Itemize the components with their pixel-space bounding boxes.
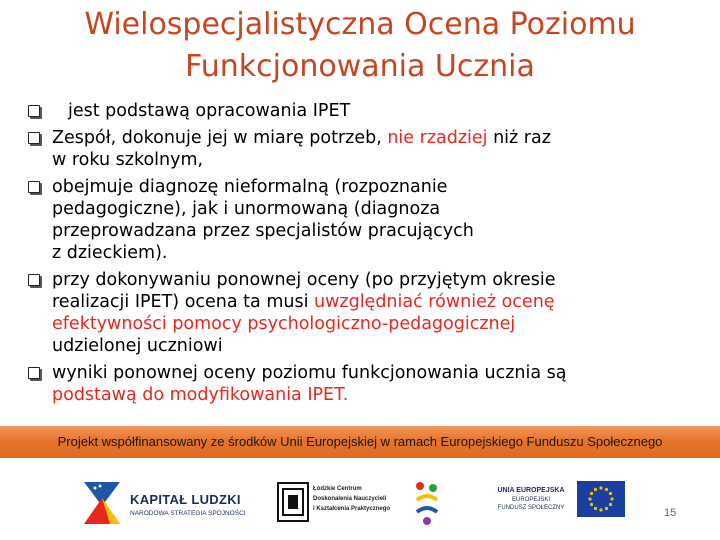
logo-bar — [0, 470, 720, 540]
list-item: Zespół, dokonuje jej w miarę potrzeb, nie rzadziej niż raz w roku szkolnym, — [28, 127, 688, 171]
highlight-text: podstawą do modyfikowania IPET. — [52, 385, 349, 405]
highlight-text: uwzględniać również ocenę — [314, 292, 555, 312]
regional-logo-icon — [413, 480, 441, 528]
checkbox-bullet-icon — [28, 367, 40, 379]
lcdnikp-logo-icon — [277, 482, 309, 522]
funding-banner-text: Projekt współfinansowany ze środków Unii Europejskiej w ramach Europejskiego Funduszu Społecznego — [57, 434, 663, 449]
kapital-ludzki-logo-icon — [80, 478, 124, 528]
slide-title-line-2: Funkcjonowania Ucznia — [185, 49, 535, 84]
list-item: obejmuje diagnozę nieformalną (rozpoznanie pedagogiczne), jak i unormowaną (diagnoza przeprowadzana przez specjalistów pracujących z dzieckiem). — [28, 176, 688, 264]
checkbox-bullet-icon — [28, 274, 40, 286]
list-item: przy dokonywaniu ponownej oceny (po przyjętym okresie realizacji IPET) ocena ta musi uwzględniać również ocenę efektywności pomocy psychologiczno-pedagogicznej udzielonej uczniowi — [28, 269, 688, 357]
slide-title-line-1: Wielospecjalistyczna Ocena Poziomu — [84, 7, 636, 42]
highlight-text: nie rzadziej — [387, 128, 488, 148]
eu-flag-icon — [577, 481, 625, 517]
ue-text: UNIA EUROPEJSKA EUROPEJSKI FUNDUSZ SPOŁECZNY — [497, 487, 565, 511]
list-item: wyniki ponownej oceny poziomu funkcjonowania ucznia są podstawą do modyfikowania IPET. — [28, 362, 688, 406]
page-number: 15 — [664, 507, 677, 519]
checkbox-bullet-icon — [28, 181, 40, 193]
bullet-list — [28, 100, 688, 411]
list-item: jest podstawą opracowania IPET — [28, 100, 688, 122]
slide-title — [20, 4, 700, 88]
highlight-text: efektywności pomocy psychologiczno-pedagogicznej — [52, 314, 516, 334]
funding-banner — [0, 426, 720, 458]
checkbox-bullet-icon — [28, 105, 40, 117]
lcdnikp-text: Łódzkie Centrum Doskonalenia Nauczycieli i Kształcenia Praktycznego — [313, 486, 391, 512]
checkbox-bullet-icon — [28, 132, 40, 144]
kapital-ludzki-text: KAPITAŁ LUDZKI NARODOWA STRATEGIA SPÓJNOŚCI — [130, 492, 246, 517]
